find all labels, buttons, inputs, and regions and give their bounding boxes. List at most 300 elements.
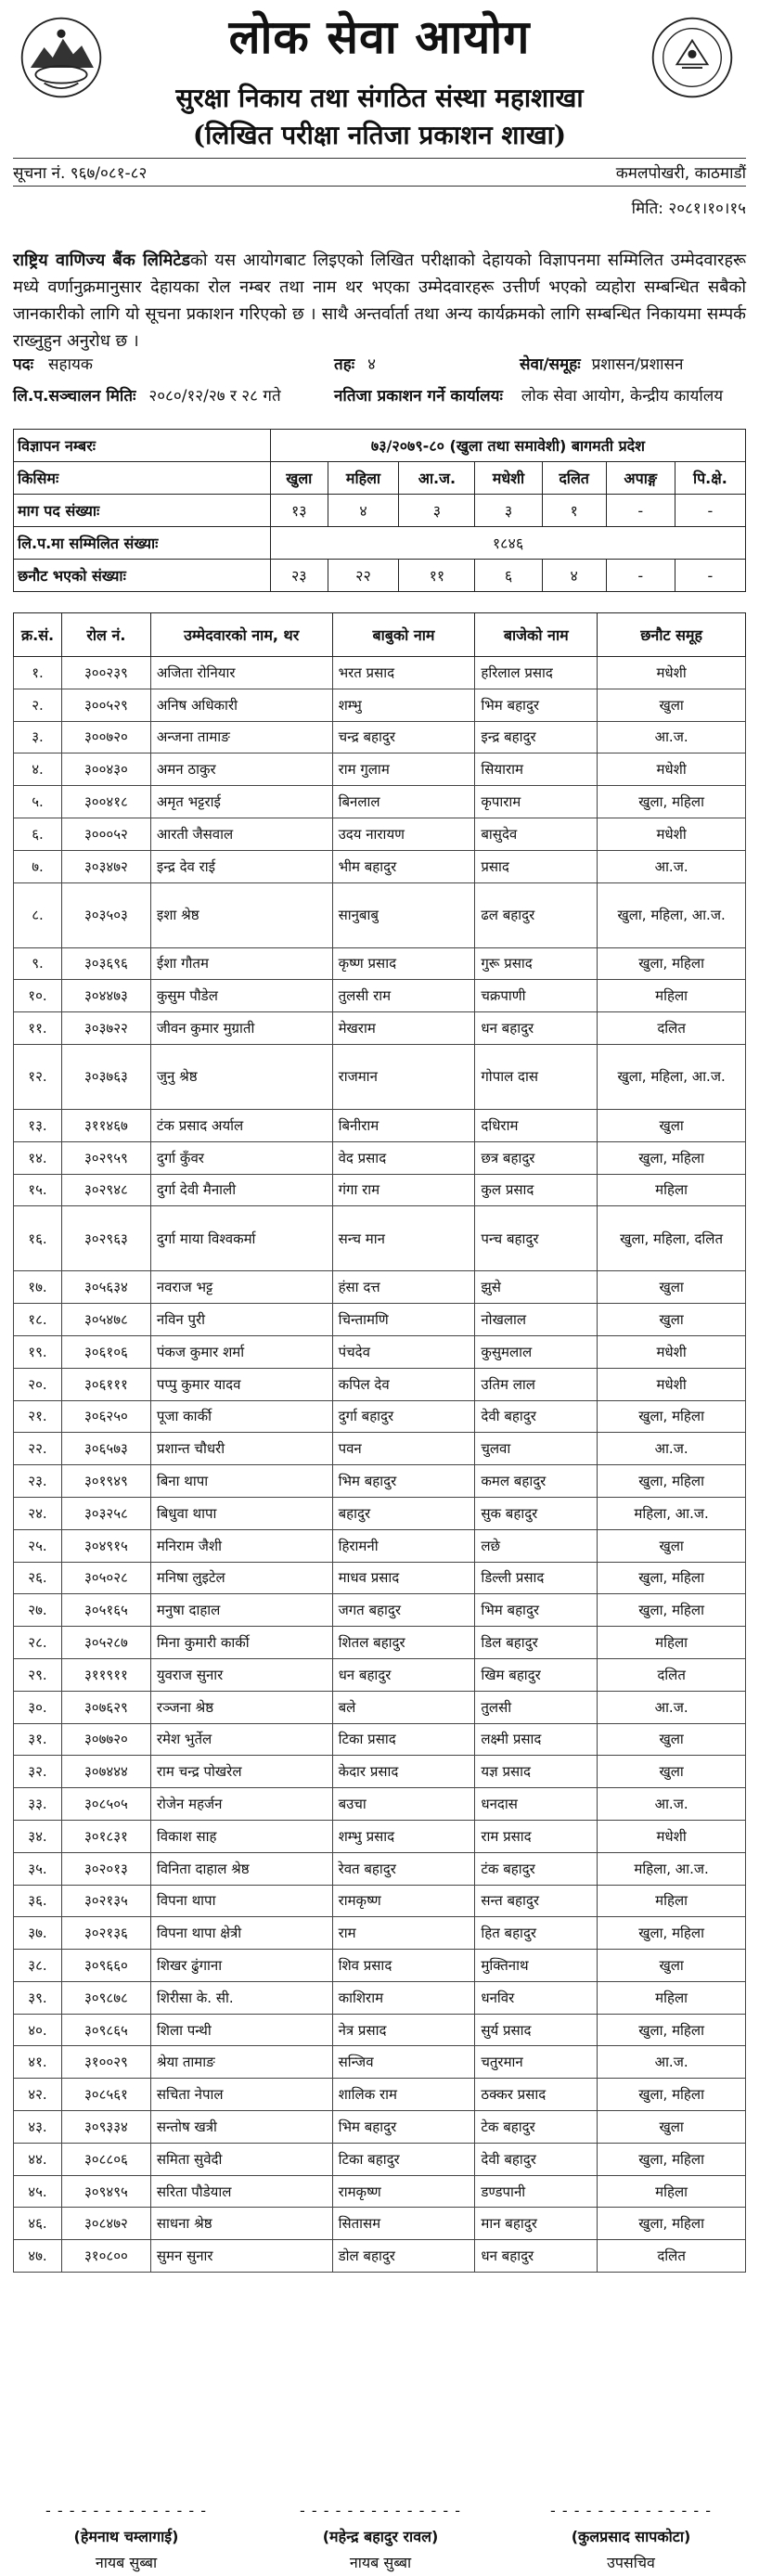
roll-cell: ३०३७६३ xyxy=(61,1044,150,1109)
father-name-cell: राम xyxy=(332,1917,475,1950)
father-name-cell: तुलसी राम xyxy=(332,980,475,1012)
group-cell: खुला, महिला, आ.ज. xyxy=(598,882,746,947)
grandfather-name-cell: यज्ञ प्रसाद xyxy=(475,1756,598,1788)
type-cell: पि.क्षे. xyxy=(675,462,745,495)
roll-cell: ३०१९४९ xyxy=(61,1465,150,1498)
grandfather-name-cell: मान बहादुर xyxy=(475,2208,598,2240)
father-name-cell: पंचदेव xyxy=(332,1335,475,1368)
type-row xyxy=(14,462,746,495)
grandfather-name-cell: धन बहादुर xyxy=(475,1012,598,1045)
roll-cell: ३०८४७२ xyxy=(61,2208,150,2240)
candidate-name-cell: श्रेया तामाङ xyxy=(150,2046,332,2079)
grandfather-name-cell: देवी बहादुर xyxy=(475,1400,598,1433)
grandfather-name-cell: लछे xyxy=(475,1529,598,1562)
header-father: बाबुको नाम xyxy=(332,613,475,657)
roll-cell: ३०३७२२ xyxy=(61,1012,150,1045)
table-row xyxy=(14,657,746,689)
group-cell: खुला, महिला xyxy=(598,2079,746,2111)
division-title: सुरक्षा निकाय तथा संगठित संस्था महाशाखा xyxy=(175,83,584,113)
serial-cell: २७. xyxy=(14,1594,62,1627)
candidate-name-cell: इन्द्र देव राई xyxy=(150,850,332,882)
grandfather-name-cell: सियाराम xyxy=(475,753,598,786)
table-row xyxy=(14,2046,746,2079)
grandfather-name-cell: कमल बहादुर xyxy=(475,1465,598,1498)
notice-date-value: २०८१।१०।१५ xyxy=(668,200,746,218)
table-row xyxy=(14,1271,746,1304)
group-cell: खुला xyxy=(598,1304,746,1336)
grandfather-name-cell: राम प्रसाद xyxy=(475,1820,598,1852)
group-cell: खुला, महिला xyxy=(598,1141,746,1174)
grandfather-name-cell: धनविर xyxy=(475,1981,598,2014)
grandfather-name-cell: कुसुमलाल xyxy=(475,1335,598,1368)
results-table xyxy=(13,612,746,2273)
group-cell: महिला xyxy=(598,1627,746,1659)
group-cell: दलित xyxy=(598,2240,746,2273)
grandfather-name-cell: कुल प्रसाद xyxy=(475,1174,598,1206)
father-name-cell: धन बहादुर xyxy=(332,1658,475,1691)
table-row xyxy=(14,1658,746,1691)
candidate-name-cell: अमन ठाकुर xyxy=(150,753,332,786)
table-row xyxy=(14,1400,746,1433)
roll-cell: ३११९११ xyxy=(61,1658,150,1691)
selected-cell: - xyxy=(606,560,675,592)
grandfather-name-cell: उतिम लाल xyxy=(475,1368,598,1400)
roll-cell: ३०७६२९ xyxy=(61,1691,150,1723)
table-row xyxy=(14,1497,746,1529)
candidate-name-cell: सुमन सुनार xyxy=(150,2240,332,2273)
group-cell: आ.ज. xyxy=(598,1433,746,1465)
grandfather-name-cell: गोपाल दास xyxy=(475,1044,598,1109)
candidate-name-cell: पप्पु कुमार यादव xyxy=(150,1368,332,1400)
group-cell: खुला, महिला xyxy=(598,2014,746,2046)
signatory-title: नायब सुब्बा xyxy=(95,2554,158,2571)
father-name-cell: शम्भु प्रसाद xyxy=(332,1820,475,1852)
roll-cell: ३०९८७८ xyxy=(61,1981,150,2014)
father-name-cell: नेत्र प्रसाद xyxy=(332,2014,475,2046)
group-cell: खुला xyxy=(598,1756,746,1788)
candidate-name-cell: विपना थापा xyxy=(150,1885,332,1917)
grandfather-name-cell: हित बहादुर xyxy=(475,1917,598,1950)
group-cell: महिला xyxy=(598,1885,746,1917)
serial-cell: ३५. xyxy=(14,1852,62,1885)
serial-cell: १२. xyxy=(14,1044,62,1109)
signature-block: - - - - - - - - - - - - - - (कुलप्रसाद सापकोटा) उपसचिव xyxy=(520,2498,742,2576)
participants-label: लि.प.मा सम्मिलित संख्याः xyxy=(14,527,271,560)
serial-cell: ३७. xyxy=(14,1917,62,1950)
group-cell: खुला, महिला xyxy=(598,1594,746,1627)
grandfather-name-cell: नोखलाल xyxy=(475,1304,598,1336)
group-cell: खुला xyxy=(598,1529,746,1562)
roll-cell: ३०२९४८ xyxy=(61,1174,150,1206)
group-cell: खुला xyxy=(598,2111,746,2144)
group-cell: दलित xyxy=(598,1012,746,1045)
candidate-name-cell: मनिषा लुइटेल xyxy=(150,1562,332,1594)
roll-cell: ३००५२९ xyxy=(61,689,150,721)
roll-cell: ३०३४७२ xyxy=(61,850,150,882)
table-row xyxy=(14,2240,746,2273)
roll-cell: ३०२९५९ xyxy=(61,1141,150,1174)
table-row xyxy=(14,1723,746,1756)
demand-cell: १ xyxy=(542,495,606,527)
father-name-cell: भिम बहादुर xyxy=(332,1465,475,1498)
notice-paragraph xyxy=(13,247,746,354)
father-name-cell: भिम बहादुर xyxy=(332,2111,475,2144)
table-row xyxy=(14,1562,746,1594)
roll-cell: ३०३२५८ xyxy=(61,1497,150,1529)
serial-cell: १०. xyxy=(14,980,62,1012)
grandfather-name-cell: प्रसाद xyxy=(475,850,598,882)
group-cell: खुला xyxy=(598,1109,746,1141)
table-row xyxy=(14,850,746,882)
candidate-name-cell: नविन पुरी xyxy=(150,1304,332,1336)
group-cell: खुला, महिला xyxy=(598,2143,746,2175)
serial-cell: ३८. xyxy=(14,1950,62,1982)
father-name-cell: सानुबाबु xyxy=(332,882,475,947)
grandfather-name-cell: सन्त बहादुर xyxy=(475,1885,598,1917)
office-title: लोक सेवा आयोग xyxy=(228,9,531,64)
roll-cell: ३११४६७ xyxy=(61,1109,150,1141)
father-name-cell: माधव प्रसाद xyxy=(332,1562,475,1594)
header-name: उम्मेदवारको नाम, थर xyxy=(150,613,332,657)
father-name-cell: कपिल देव xyxy=(332,1368,475,1400)
meta-divider xyxy=(13,186,746,187)
level-label: तहः xyxy=(334,355,355,374)
roll-cell: ३०१८३१ xyxy=(61,1820,150,1852)
serial-cell: ४०. xyxy=(14,2014,62,2046)
signatory-name: (महेन्द्र बहादुर रावल) xyxy=(322,2528,439,2545)
candidate-name-cell: विकाश साह xyxy=(150,1820,332,1852)
header-serial: क्र.सं. xyxy=(14,613,62,657)
father-name-cell: मेखराम xyxy=(332,1012,475,1045)
serial-cell: १४. xyxy=(14,1141,62,1174)
office-value: लोक सेवा आयोग, केन्द्रीय कार्यालय xyxy=(521,387,724,406)
group-cell: खुला, महिला xyxy=(598,1562,746,1594)
table-row xyxy=(14,753,746,786)
group-cell: खुला xyxy=(598,1271,746,1304)
candidate-name-cell: जीवन कुमार मुग्राती xyxy=(150,1012,332,1045)
father-name-cell: टिका प्रसाद xyxy=(332,1723,475,1756)
grandfather-name-cell: तुलसी xyxy=(475,1691,598,1723)
father-name-cell: टिका बहादुर xyxy=(332,2143,475,2175)
group-cell: मधेशी xyxy=(598,753,746,786)
vacancy-table xyxy=(13,429,746,592)
table-row xyxy=(14,1885,746,1917)
group-cell: खुला, महिला xyxy=(598,1917,746,1950)
serial-cell: २४. xyxy=(14,1497,62,1529)
notice-place: कमलपोखरी, काठमाडौं xyxy=(615,164,746,183)
grandfather-name-cell: ढल बहादुर xyxy=(475,882,598,947)
roll-cell: ३०५१६५ xyxy=(61,1594,150,1627)
group-cell: आ.ज. xyxy=(598,1691,746,1723)
grandfather-name-cell: धन बहादुर xyxy=(475,2240,598,2273)
candidate-name-cell: कुसुम पौडेल xyxy=(150,980,332,1012)
notice-date xyxy=(632,197,746,218)
table-row xyxy=(14,721,746,753)
group-cell: खुला xyxy=(598,689,746,721)
group-cell: मधेशी xyxy=(598,1335,746,1368)
table-row xyxy=(14,1788,746,1821)
serial-cell: २६. xyxy=(14,1562,62,1594)
serial-cell: १. xyxy=(14,657,62,689)
header-group: छनौट समूह xyxy=(598,613,746,657)
grandfather-name-cell: चुलवा xyxy=(475,1433,598,1465)
group-cell: खुला, महिला, दलित xyxy=(598,1206,746,1271)
notice-number-value: ९६७/०८१-८२ xyxy=(70,164,148,183)
group-cell: दलित xyxy=(598,1658,746,1691)
serial-cell: ८. xyxy=(14,882,62,947)
candidate-name-cell: विनिता दाहाल श्रेष्ठ xyxy=(150,1852,332,1885)
selected-cell: २३ xyxy=(271,560,328,592)
signatory-title: नायब सुब्बा xyxy=(349,2554,412,2571)
candidate-name-cell: मिना कुमारी कार्की xyxy=(150,1627,332,1659)
level-value: ४ xyxy=(367,355,376,374)
group-cell: आ.ज. xyxy=(598,721,746,753)
father-name-cell: दुर्गा बहादुर xyxy=(332,1400,475,1433)
group-cell: मधेशी xyxy=(598,1368,746,1400)
selected-cell: ६ xyxy=(475,560,542,592)
grandfather-name-cell: दधिराम xyxy=(475,1109,598,1141)
notice-number xyxy=(13,161,147,183)
candidate-name-cell: पंकज कुमार शर्मा xyxy=(150,1335,332,1368)
post-field xyxy=(13,353,93,374)
roll-cell: ३०४४७३ xyxy=(61,980,150,1012)
type-cell: आ.ज. xyxy=(399,462,475,495)
grandfather-name-cell: चक्रपाणी xyxy=(475,980,598,1012)
father-name-cell: डोल बहादुर xyxy=(332,2240,475,2273)
table-row xyxy=(14,2014,746,2046)
header-divider xyxy=(13,158,746,159)
table-row xyxy=(14,2143,746,2175)
roll-cell: ३०२१३५ xyxy=(61,1885,150,1917)
candidate-name-cell: नवराज भट्ट xyxy=(150,1271,332,1304)
grandfather-name-cell: खिम बहादुर xyxy=(475,1658,598,1691)
roll-cell: ३०५६३४ xyxy=(61,1271,150,1304)
table-row xyxy=(14,980,746,1012)
table-row xyxy=(14,1335,746,1368)
serial-cell: ६. xyxy=(14,818,62,850)
roll-cell: ३०३६९६ xyxy=(61,947,150,980)
roll-cell: ३१००२९ xyxy=(61,2046,150,2079)
candidate-name-cell: रमेश भुर्तेल xyxy=(150,1723,332,1756)
roll-cell: ३०५४७८ xyxy=(61,1304,150,1336)
serial-cell: १७. xyxy=(14,1271,62,1304)
candidate-name-cell: प्रशान्त चौधरी xyxy=(150,1433,332,1465)
candidate-name-cell: समिता सुवेदी xyxy=(150,2143,332,2175)
demand-cell: ३ xyxy=(399,495,475,527)
type-cell: अपाङ्ग xyxy=(606,462,675,495)
father-name-cell: बले xyxy=(332,1691,475,1723)
type-cell: महिला xyxy=(328,462,399,495)
grandfather-name-cell: छत्र बहादुर xyxy=(475,1141,598,1174)
demand-cell: ४ xyxy=(328,495,399,527)
table-row xyxy=(14,1206,746,1271)
table-row xyxy=(14,2111,746,2144)
selected-label: छनौट भएको संख्याः xyxy=(14,560,271,592)
grandfather-name-cell: डिल्ली प्रसाद xyxy=(475,1562,598,1594)
father-name-cell: भरत प्रसाद xyxy=(332,657,475,689)
candidate-name-cell: अन्जना तामाङ xyxy=(150,721,332,753)
candidate-name-cell: रोजेन महर्जन xyxy=(150,1788,332,1821)
header-roll: रोल नं. xyxy=(61,613,150,657)
table-row xyxy=(14,818,746,850)
roll-cell: ३०००५२ xyxy=(61,818,150,850)
table-row xyxy=(14,1304,746,1336)
serial-cell: १८. xyxy=(14,1304,62,1336)
candidate-name-cell: दुर्गा कुँवर xyxy=(150,1141,332,1174)
type-cell: मधेशी xyxy=(475,462,542,495)
signatory-title: उपसचिव xyxy=(607,2554,655,2571)
roll-cell: ३०८५६१ xyxy=(61,2079,150,2111)
ad-value: ७३/२०७९-८० (खुला तथा समावेशी) बागमती प्रदेश xyxy=(271,430,746,462)
signature-block: - - - - - - - - - - - - - - (महेन्द्र बहादुर रावल) नायब सुब्बा xyxy=(269,2498,492,2576)
roll-cell: ३०९३३४ xyxy=(61,2111,150,2144)
father-name-cell: चिन्तामणि xyxy=(332,1304,475,1336)
serial-cell: ३९. xyxy=(14,1981,62,2014)
father-name-cell: भीम बहादुर xyxy=(332,850,475,882)
grandfather-name-cell: टेक बहादुर xyxy=(475,2111,598,2144)
father-name-cell: सन्च मान xyxy=(332,1206,475,1271)
father-name-cell: जगत बहादुर xyxy=(332,1594,475,1627)
service-field xyxy=(520,353,683,374)
candidate-name-cell: आरती जैसवाल xyxy=(150,818,332,850)
group-cell: खुला xyxy=(598,1723,746,1756)
exam-date-field xyxy=(13,384,281,406)
candidate-name-cell: दुर्गा माया विश्वकर्मा xyxy=(150,1206,332,1271)
grandfather-name-cell: पन्च बहादुर xyxy=(475,1206,598,1271)
serial-cell: २३. xyxy=(14,1465,62,1498)
group-cell: महिला, आ.ज. xyxy=(598,1497,746,1529)
roll-cell: ३०७४४४ xyxy=(61,1756,150,1788)
candidate-name-cell: पूजा कार्की xyxy=(150,1400,332,1433)
table-row xyxy=(14,1141,746,1174)
group-cell: खुला, महिला xyxy=(598,1465,746,1498)
post-value: सहायक xyxy=(48,355,93,374)
serial-cell: २. xyxy=(14,689,62,721)
table-row xyxy=(14,1368,746,1400)
candidate-name-cell: मनुषा दाहाल xyxy=(150,1594,332,1627)
candidate-name-cell: बिना थापा xyxy=(150,1465,332,1498)
father-name-cell: बहादुर xyxy=(332,1497,475,1529)
selected-cell: - xyxy=(675,560,745,592)
type-cell: खुला xyxy=(271,462,328,495)
group-cell: मधेशी xyxy=(598,1820,746,1852)
grandfather-name-cell: चतुरमान xyxy=(475,2046,598,2079)
table-row xyxy=(14,1109,746,1141)
serial-cell: १९. xyxy=(14,1335,62,1368)
candidate-name-cell: शिखर ढुंगाना xyxy=(150,1950,332,1982)
father-name-cell: सितासम xyxy=(332,2208,475,2240)
grandfather-name-cell: लक्ष्मी प्रसाद xyxy=(475,1723,598,1756)
serial-cell: २९. xyxy=(14,1658,62,1691)
candidate-name-cell: सचिता नेपाल xyxy=(150,2079,332,2111)
father-name-cell: रामकृष्ण xyxy=(332,1885,475,1917)
grandfather-name-cell: कृपाराम xyxy=(475,786,598,818)
candidate-name-cell: ईशा गौतम xyxy=(150,947,332,980)
grandfather-name-cell: सुक बहादुर xyxy=(475,1497,598,1529)
candidate-name-cell: साधना श्रेष्ठ xyxy=(150,2208,332,2240)
participants-row xyxy=(14,527,746,560)
candidate-name-cell: टंक प्रसाद अर्याल xyxy=(150,1109,332,1141)
candidate-name-cell: शिला पन्थी xyxy=(150,2014,332,2046)
candidate-name-cell: मनिराम जैशी xyxy=(150,1529,332,1562)
roll-cell: ३०२१३६ xyxy=(61,1917,150,1950)
post-label: पदः xyxy=(13,355,34,374)
candidate-name-cell: अमृत भट्टराई xyxy=(150,786,332,818)
serial-cell: ३०. xyxy=(14,1691,62,1723)
demand-cell: - xyxy=(675,495,745,527)
serial-cell: ३४. xyxy=(14,1820,62,1852)
table-row xyxy=(14,1627,746,1659)
service-label: सेवा/समूहः xyxy=(520,355,581,374)
table-row xyxy=(14,2079,746,2111)
group-cell: आ.ज. xyxy=(598,850,746,882)
grandfather-name-cell: ठक्कर प्रसाद xyxy=(475,2079,598,2111)
grandfather-name-cell: बासुदेव xyxy=(475,818,598,850)
serial-cell: २२. xyxy=(14,1433,62,1465)
father-name-cell: हंसा दत्त xyxy=(332,1271,475,1304)
roll-cell: ३१०८०० xyxy=(61,2240,150,2273)
serial-cell: २१. xyxy=(14,1400,62,1433)
grandfather-name-cell: झुसे xyxy=(475,1271,598,1304)
demand-cell: १३ xyxy=(271,495,328,527)
service-value: प्रशासन/प्रशासन xyxy=(591,355,684,374)
group-cell: खुला, महिला xyxy=(598,1400,746,1433)
serial-cell: ११. xyxy=(14,1012,62,1045)
group-cell: महिला xyxy=(598,980,746,1012)
father-name-cell: बउचा xyxy=(332,1788,475,1821)
signatory-name: (हेमनाथ चम्लागाई) xyxy=(73,2528,179,2545)
candidate-name-cell: राम चन्द्र पोखरेल xyxy=(150,1756,332,1788)
roll-cell: ३००७२० xyxy=(61,721,150,753)
table-row xyxy=(14,1012,746,1045)
group-cell: खुला, महिला, आ.ज. xyxy=(598,1044,746,1109)
candidate-name-cell: अजिता रोनियार xyxy=(150,657,332,689)
serial-cell: ४१. xyxy=(14,2046,62,2079)
serial-cell: १६. xyxy=(14,1206,62,1271)
exam-date-value: २०८०/१२/२७ र २८ गते xyxy=(148,387,281,406)
serial-cell: २५. xyxy=(14,1529,62,1562)
table-row xyxy=(14,1691,746,1723)
level-field xyxy=(334,353,376,374)
serial-cell: ५. xyxy=(14,786,62,818)
serial-cell: ३६. xyxy=(14,1885,62,1917)
candidate-name-cell: अनिष अधिकारी xyxy=(150,689,332,721)
selected-cell: २२ xyxy=(328,560,399,592)
candidate-name-cell: सन्तोष खत्री xyxy=(150,2111,332,2144)
grandfather-name-cell: डण्डपानी xyxy=(475,2175,598,2208)
grandfather-name-cell: सुर्य प्रसाद xyxy=(475,2014,598,2046)
table-row xyxy=(14,1981,746,2014)
father-name-cell: बिनीराम xyxy=(332,1109,475,1141)
candidate-name-cell: बिधुवा थापा xyxy=(150,1497,332,1529)
roll-cell: ३००२३९ xyxy=(61,657,150,689)
participants-value: १८४६ xyxy=(271,527,746,560)
table-row xyxy=(14,1044,746,1109)
roll-cell: ३०५०२८ xyxy=(61,1562,150,1594)
header-grandfather: बाजेको नाम xyxy=(475,613,598,657)
father-name-cell: वेद प्रसाद xyxy=(332,1141,475,1174)
grandfather-name-cell: इन्द्र बहादुर xyxy=(475,721,598,753)
office-field xyxy=(334,384,723,406)
serial-cell: १३. xyxy=(14,1109,62,1141)
ad-row xyxy=(14,430,746,462)
section-title: (लिखित परीक्षा नतिजा प्रकाशन शाखा) xyxy=(192,120,567,150)
father-name-cell: शालिक राम xyxy=(332,2079,475,2111)
group-cell: आ.ज. xyxy=(598,1788,746,1821)
table-row xyxy=(14,2175,746,2208)
notice-date-label: मिति: xyxy=(631,200,663,218)
serial-cell: ३२. xyxy=(14,1756,62,1788)
